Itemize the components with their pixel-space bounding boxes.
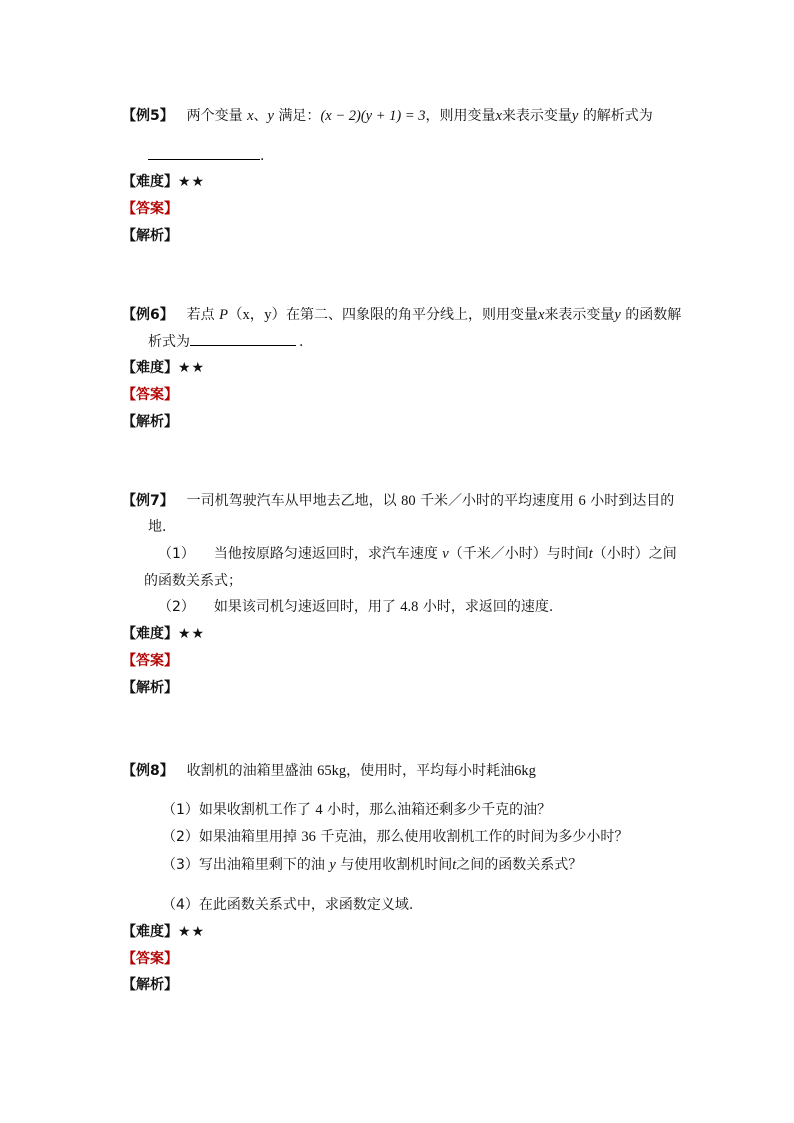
ex7-q1-cont: [144, 571, 242, 591]
ex7-q2-number: （2）: [158, 599, 195, 615]
ex5-analysis: [122, 226, 178, 246]
ex8-quantity: 6kg: [514, 763, 536, 779]
ex7-number: 80: [401, 493, 416, 509]
difficulty-label: 【难度】: [122, 626, 178, 642]
ex5-line-1: [122, 106, 653, 126]
ex6-text: 若点: [186, 307, 215, 323]
ex8-answer: [122, 949, 178, 969]
ex8-text: 千克油，那么使用收割机工作的时间为多少小时？: [320, 829, 629, 845]
ex7-var-t: t: [588, 546, 593, 562]
analysis-label: 【解析】: [122, 414, 178, 430]
ex8-text: （1）如果收割机工作了: [162, 802, 311, 818]
ex7-text: 千米／小时的平均速度用: [420, 493, 575, 509]
ex8-q3: [162, 855, 582, 875]
ex8-text: （2）如果油箱里用掉: [162, 829, 297, 845]
ex5-text: 满足：: [278, 108, 321, 124]
ex7-number: 6: [578, 493, 586, 509]
ex7-text: （小时）之间: [592, 546, 677, 562]
ex8-text: （4）在此函数关系式中，求函数定义域.: [162, 897, 414, 913]
ex8-text: 小时，那么油箱还剩多少千克的油？: [327, 802, 552, 818]
analysis-label: 【解析】: [122, 680, 178, 696]
analysis-label: 【解析】: [122, 977, 178, 993]
ex6-text: 来表示变量: [544, 307, 615, 323]
ex8-text: 与使用收割机时间: [340, 857, 453, 873]
ex7-q1: [158, 544, 677, 564]
ex7-q2: [158, 597, 553, 617]
ex6-text: 在第二、四象限的角平分线上，则用变量: [285, 307, 538, 323]
ex5-line-2: [148, 145, 264, 166]
ex8-number: 4: [315, 802, 323, 818]
analysis-label: 【解析】: [122, 228, 178, 244]
ex6-text: 的函数解: [625, 307, 682, 323]
ex6-var-y: y: [614, 307, 621, 323]
ex8-difficulty: [122, 922, 205, 942]
ex7-text: 地.: [148, 519, 167, 535]
difficulty-label: 【难度】: [122, 360, 178, 376]
answer-label: 【答案】: [122, 201, 178, 217]
ex5-difficulty: [122, 172, 205, 192]
star-rating-icon: ★★: [178, 360, 206, 376]
ex5-text: ，则用变量: [425, 108, 496, 124]
ex5-var-x: x: [247, 108, 254, 124]
ex8-text: ，使用时，平均每小时耗油: [346, 763, 515, 779]
ex5-label: 【例5】: [122, 108, 174, 124]
ex6-coords: （x，y）: [227, 307, 286, 323]
ex7-number: 4.8: [400, 599, 419, 615]
ex6-var-x: x: [537, 307, 545, 323]
ex6-point-p: P: [219, 307, 228, 323]
ex8-var-t: t: [452, 857, 457, 873]
ex7-q1-number: （1）: [158, 546, 195, 562]
ex8-quantity: 65kg: [317, 763, 347, 779]
ex6-answer-blank[interactable]: [190, 331, 296, 346]
ex6-label: 【例6】: [122, 307, 174, 323]
ex5-text: 两个变量: [186, 108, 243, 124]
ex7-var-v: v: [442, 546, 449, 562]
ex5-text: 的解析式为: [582, 108, 653, 124]
ex8-q1: [162, 800, 551, 820]
ex8-text: 收割机的油箱里盛油: [186, 763, 313, 779]
ex5-var-x: x: [495, 108, 502, 124]
difficulty-label: 【难度】: [122, 924, 178, 940]
answer-label: 【答案】: [122, 951, 178, 967]
ex7-text: 当他按原路匀速返回时，求汽车速度: [213, 546, 438, 562]
ex7-label: 【例7】: [122, 493, 174, 509]
ex7-text: 小时到达目的: [590, 493, 675, 509]
ex5-answer-blank[interactable]: [148, 145, 260, 160]
ex7-analysis: [122, 678, 178, 698]
ex7-answer: [122, 651, 178, 671]
ex5-text: 来表示变量: [501, 108, 572, 124]
ex8-analysis: [122, 975, 178, 995]
star-rating-icon: ★★: [178, 174, 206, 190]
answer-label: 【答案】: [122, 387, 178, 403]
ex8-q4: [162, 895, 413, 915]
ex7-line-1: [122, 491, 674, 511]
ex6-difficulty: [122, 358, 205, 378]
ex7-text: （千米／小时）与时间: [448, 546, 589, 562]
ex8-number: 36: [301, 829, 316, 845]
ex5-var-y: y: [267, 108, 274, 124]
ex8-text: 之间的函数关系式？: [456, 857, 583, 873]
ex8-text: （3）写出油箱里剩下的油: [162, 857, 325, 873]
star-rating-icon: ★★: [178, 924, 206, 940]
ex8-label: 【例8】: [122, 763, 174, 779]
star-rating-icon: ★★: [178, 626, 206, 642]
ex6-answer: [122, 385, 178, 405]
ex7-text: 小时，求返回的速度.: [422, 599, 554, 615]
ex5-end: .: [260, 148, 265, 164]
ex6-line-1: [122, 305, 681, 325]
ex7-difficulty: [122, 624, 205, 644]
ex8-var-y: y: [329, 857, 336, 873]
ex5-equation: (x − 2)(y + 1) = 3: [320, 108, 426, 124]
ex7-text: 的函数关系式；: [144, 573, 242, 589]
ex5-sep: 、: [253, 108, 268, 124]
ex7-text: 如果该司机匀速返回时，用了: [213, 599, 396, 615]
ex8-q2: [162, 827, 628, 847]
ex6-end: .: [299, 334, 304, 350]
ex5-var-y: y: [571, 108, 579, 124]
answer-label: 【答案】: [122, 653, 178, 669]
ex6-text: 析式为: [148, 334, 190, 350]
ex5-answer: [122, 199, 178, 219]
ex7-line-2: [148, 517, 166, 537]
ex7-text: 一司机驾驶汽车从甲地去乙地，以: [186, 493, 397, 509]
ex6-analysis: [122, 412, 178, 432]
ex8-line-1: [122, 761, 536, 781]
ex6-line-2: [148, 331, 303, 352]
difficulty-label: 【难度】: [122, 174, 178, 190]
